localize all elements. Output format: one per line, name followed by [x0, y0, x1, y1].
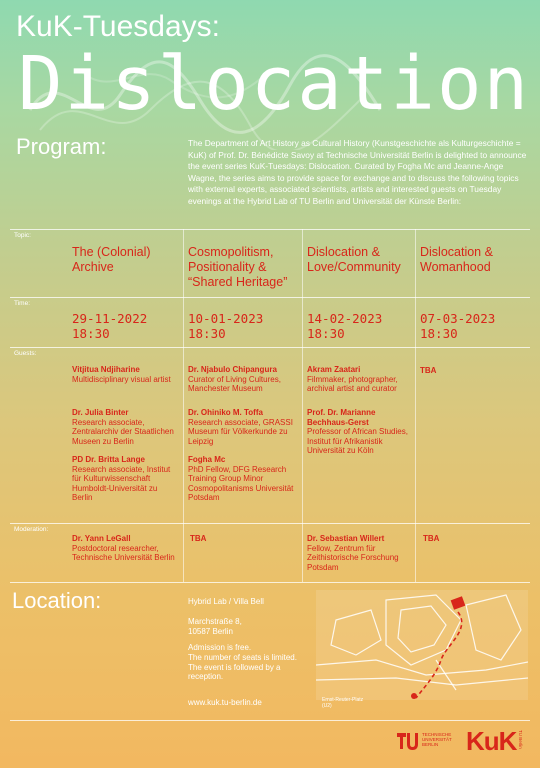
- divider: [10, 720, 530, 721]
- tu-berlin-logo: [396, 730, 418, 752]
- time-1: 29-11-2022 18:30: [72, 311, 148, 341]
- column-divider: [302, 229, 303, 582]
- location-label: Location:: [12, 588, 102, 613]
- column-divider: [415, 229, 416, 582]
- divider: [10, 582, 530, 583]
- divider: [10, 229, 530, 230]
- map-label: Ernst-Reuter-Platz (U2): [322, 697, 364, 709]
- website-link[interactable]: www.kuk.tu-berlin.de: [188, 698, 262, 707]
- kuk-side-text: TU Berlin: [518, 730, 523, 749]
- venue-name: Hybrid Lab / Villa Bell: [188, 597, 264, 606]
- program-label: Program:: [16, 134, 107, 159]
- guest-entry: Dr. Njabulo Chipangura Curator of Living Cultures, Manchester Museum: [188, 365, 281, 394]
- moderator-entry: Dr. Yann LeGall Postdoctoral researcher, Technische Universität Berlin: [72, 534, 175, 563]
- address: Marchstraße 8, 10587 Berlin: [188, 617, 242, 636]
- guest-entry: Fogha Mc PhD Fellow, DFG Research Training Group Minor Cosmopolitanisms Universität Potsdam: [188, 455, 294, 503]
- guest-entry: Prof. Dr. Marianne Bechhaus-Gerst Professor of African Studies, Institut für Afrikanistik Universität zu Köln: [307, 408, 408, 456]
- divider: [10, 347, 530, 348]
- main-title: Dislocation: [18, 41, 531, 127]
- guest-entry: PD Dr. Britta Lange Research associate, Institut für Kulturwissenschaft Humboldt-Universität zu Berlin: [72, 455, 171, 503]
- row-label-topic: Topic:: [14, 232, 31, 239]
- column-divider: [183, 229, 184, 582]
- tu-berlin-text: TECHNISCHE UNIVERSITÄT BERLIN: [422, 732, 452, 748]
- time-3: 14-02-2023 18:30: [307, 311, 383, 341]
- program-intro: The Department of Art History as Cultural History (Kunstgeschichte als Kulturgeschichte = KuK) of Prof. Dr. Bénédicte Savoy at Technische Universität Berlin is delighted to announce the event series KuK-Tuesdays: Dislocation. Curated by Fogha Mc and Jeanne-Ange Wagne, the series aims to provide space for exchange and to discuss the following topics with external experts, associated scientists, artists and interested guests on Tuesday evenings at the Hybrid Lab of TU Berlin and Universität der Künste Berlin:: [188, 138, 527, 206]
- guest-entry: Dr. Ohiniko M. Toffa Research associate, GRASSI Museum für Völkerkunde zu Leipzig: [188, 408, 293, 446]
- moderator-tba: TBA: [423, 534, 440, 543]
- guest-tba: TBA: [420, 366, 437, 375]
- admission-notes: Admission is free. The number of seats is limited. The event is followed by a reception.: [188, 643, 297, 682]
- time-2: 10-01-2023 18:30: [188, 311, 264, 341]
- time-4: 07-03-2023 18:30: [420, 311, 496, 341]
- kuk-logo: KuK: [466, 726, 517, 756]
- divider: [10, 523, 530, 524]
- row-label-guests: Guests:: [14, 350, 37, 357]
- topic-4: Dislocation & Womanhood: [420, 245, 493, 274]
- row-label-moderation: Moderation:: [14, 526, 49, 533]
- guest-entry: Vitjitua Ndjiharine Multidisciplinary visual artist: [72, 365, 171, 384]
- topic-3: Dislocation & Love/Community: [307, 245, 401, 274]
- divider: [10, 297, 530, 298]
- moderator-entry: Dr. Sebastian Willert Fellow, Zentrum für Zeithistorische Forschung Potsdam: [307, 534, 399, 572]
- guest-entry: Akram Zaatari Filmmaker, photographer, archival artist and curator: [307, 365, 398, 394]
- guest-entry: Dr. Julia Binter Research associate, Zentralarchiv der Staatlichen Museen zu Berlin: [72, 408, 174, 446]
- topic-2: Cosmopolitism, Positionality & “Shared Heritage”: [188, 245, 288, 289]
- series-title: KuK-Tuesdays:: [16, 10, 220, 43]
- location-map: [316, 590, 528, 700]
- moderator-tba: TBA: [190, 534, 207, 543]
- row-label-time: Time:: [14, 300, 31, 307]
- topic-1: The (Colonial) Archive: [72, 245, 151, 274]
